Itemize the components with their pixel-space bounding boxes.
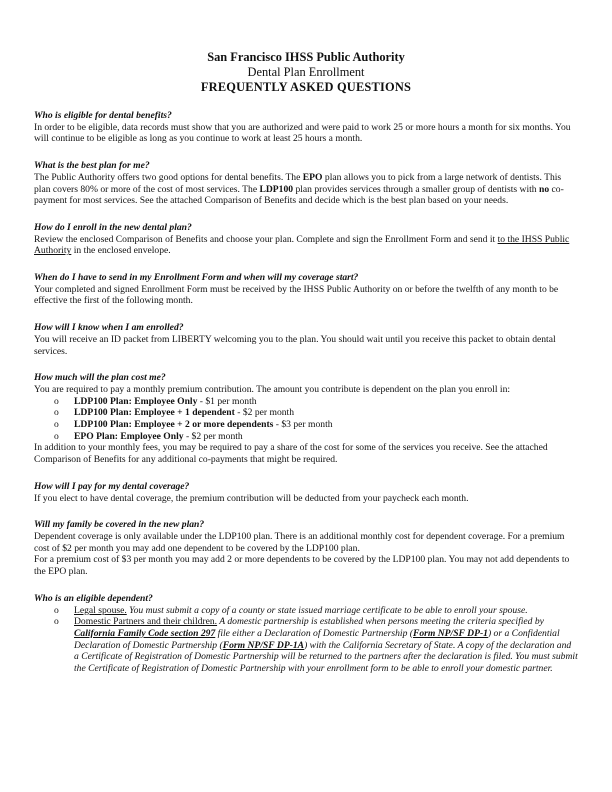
question-heading: What is the best plan for me?: [34, 160, 150, 172]
question-heading: Who is an eligible dependent?: [34, 592, 153, 604]
org-name: San Francisco IHSS Public Authority: [207, 50, 405, 64]
dependent-text: You must submit a copy of a county or state issued marriage certificate to be able to enroll your spouse.: [126, 604, 528, 616]
dependent-item-domestic-partners: [54, 616, 578, 675]
bullet-marker: o: [54, 419, 59, 431]
price-item: [54, 419, 578, 431]
faq-best-plan: [34, 160, 578, 207]
price-value: - $3 per month: [273, 419, 333, 431]
document-subtitle: Dental Plan Enrollment: [247, 65, 365, 79]
faq-enrollment-confirmation: [34, 322, 578, 357]
question-heading: How will I know when I am enrolled?: [34, 322, 184, 334]
text-run: co-payment for most services. See the attached Comparison of Benefits and decide which is the best plan based on your needs.: [34, 183, 564, 207]
question-heading: Will my family be covered in the new plan?: [34, 519, 205, 531]
answer-text: In order to be eligible, data records must show that you are authorized and were paid to work 25 or more hours a month for six months. You will continue to be eligible as long as you continue to work at least 25 hours a month.: [34, 121, 571, 145]
faq-eligible-dependent: [34, 593, 578, 675]
document-title: FREQUENTLY ASKED QUESTIONS: [200, 80, 412, 94]
faq-eligibility: [34, 110, 578, 145]
price-item: [54, 396, 578, 408]
faq-enrollment-deadline: [34, 272, 578, 307]
faq-family-coverage: [34, 519, 578, 578]
price-label: LDP100 Plan: Employee + 1 dependent: [74, 407, 235, 419]
question-heading: How much will the plan cost me?: [34, 372, 166, 384]
answer-text: If you elect to have dental coverage, the premium contribution will be deducted from your paycheck each month.: [34, 492, 469, 504]
price-label: LDP100 Plan: Employee Only: [74, 395, 198, 407]
price-list: [34, 396, 578, 443]
faq-plan-cost: [34, 372, 578, 466]
price-label: LDP100 Plan: Employee + 2 or more dependents: [74, 419, 274, 431]
no-term: no: [539, 183, 550, 195]
form-reference: Form NP/SF DP-1: [412, 627, 488, 639]
family-code-reference: California Family Code section 297: [74, 627, 216, 639]
price-value: - $2 per month: [183, 430, 243, 442]
dependent-list: [34, 605, 578, 675]
price-label: EPO Plan: Employee Only: [74, 430, 184, 442]
price-value: - $2 per month: [234, 407, 294, 419]
price-item: [54, 407, 578, 419]
dependent-text: ) or a Confidential Declaration of Domestic Partnership (: [74, 627, 560, 651]
answer-text: Dependent coverage is only available under the LDP100 plan. There is an additional monthly cost for dependent coverage. For a premium cost of $2 per month you may add one dependent to be covered by the LDP100 plan.: [34, 530, 565, 554]
faq-how-enroll: [34, 222, 578, 257]
dependent-text: ) with the California Secretary of State. A copy of the declaration and a Certificate of Registration of Domestic Partnership will be returned to the partners after the declaration is filed. You must submit the Certificate of Registration of Domestic Partnership with your enrollment form to be able to enroll your domestic partner.: [74, 639, 578, 675]
faq-payment: [34, 481, 578, 504]
dependent-text: A domestic partnership is established when persons meeting the criteria specified by: [217, 616, 544, 628]
answer-text: You will receive an ID packet from LIBERTY welcoming you to the plan. You should wait until you receive this packet to obtain dental services.: [34, 333, 556, 357]
dependent-item-spouse: [54, 605, 578, 617]
text-run: Review the enclosed Comparison of Benefits and choose your plan. Complete and sign the Enrollment Form and send it: [34, 233, 498, 245]
form-reference: Form NP/SF DP-1A: [222, 639, 305, 651]
question-heading: How do I enroll in the new dental plan?: [34, 221, 192, 233]
price-item: [54, 431, 578, 443]
price-value: - $1 per month: [197, 395, 257, 407]
bullet-marker: o: [54, 604, 59, 616]
question-heading: How will I pay for my dental coverage?: [34, 480, 190, 492]
answer-text: [34, 234, 578, 257]
public-authority-emphasis: to the IHSS Public Authority: [34, 233, 570, 257]
text-run: plan allows you to pick from a large network of dentists. This plan covers 80% or more of the cost of most services. The: [34, 171, 562, 195]
bullet-marker: o: [54, 407, 59, 419]
answer-text: In addition to your monthly fees, you may be required to pay a share of the cost for some of the services you receive. See the attached Comparison of Benefits for any additional co-payments that might be required.: [34, 442, 548, 466]
bullet-marker: o: [54, 395, 59, 407]
dependent-text: file either a Declaration of Domestic Partnership (: [215, 627, 413, 639]
text-run: in the enclosed envelope.: [71, 245, 171, 257]
bullet-marker: o: [54, 616, 59, 628]
answer-text: [34, 172, 578, 207]
text-run: plan provides services through a smaller group of dentists with: [293, 183, 539, 195]
ldp-term: LDP100: [259, 183, 294, 195]
answer-text: You are required to pay a monthly premium contribution. The amount you contribute is dependent on the plan you enroll in:: [34, 383, 511, 395]
dependent-label: Legal spouse.: [74, 604, 127, 616]
question-heading: When do I have to send in my Enrollment Form and when will my coverage start?: [34, 272, 359, 284]
epo-term: EPO: [302, 171, 323, 183]
answer-text: Your completed and signed Enrollment Form must be received by the IHSS Public Authority on or before the twelfth of any month to be effective the first of the following month.: [34, 283, 559, 307]
question-heading: Who is eligible for dental benefits?: [34, 110, 172, 121]
document-header: [34, 0, 578, 95]
answer-text: For a premium cost of $3 per month you may add 2 or more dependents to be covered by the LDP100 plan. You may not add dependents to the EPO plan.: [34, 554, 570, 578]
dependent-label: Domestic Partners and their children.: [74, 616, 218, 628]
bullet-marker: o: [54, 430, 59, 442]
text-run: The Public Authority offers two good options for dental benefits. The: [34, 171, 303, 183]
